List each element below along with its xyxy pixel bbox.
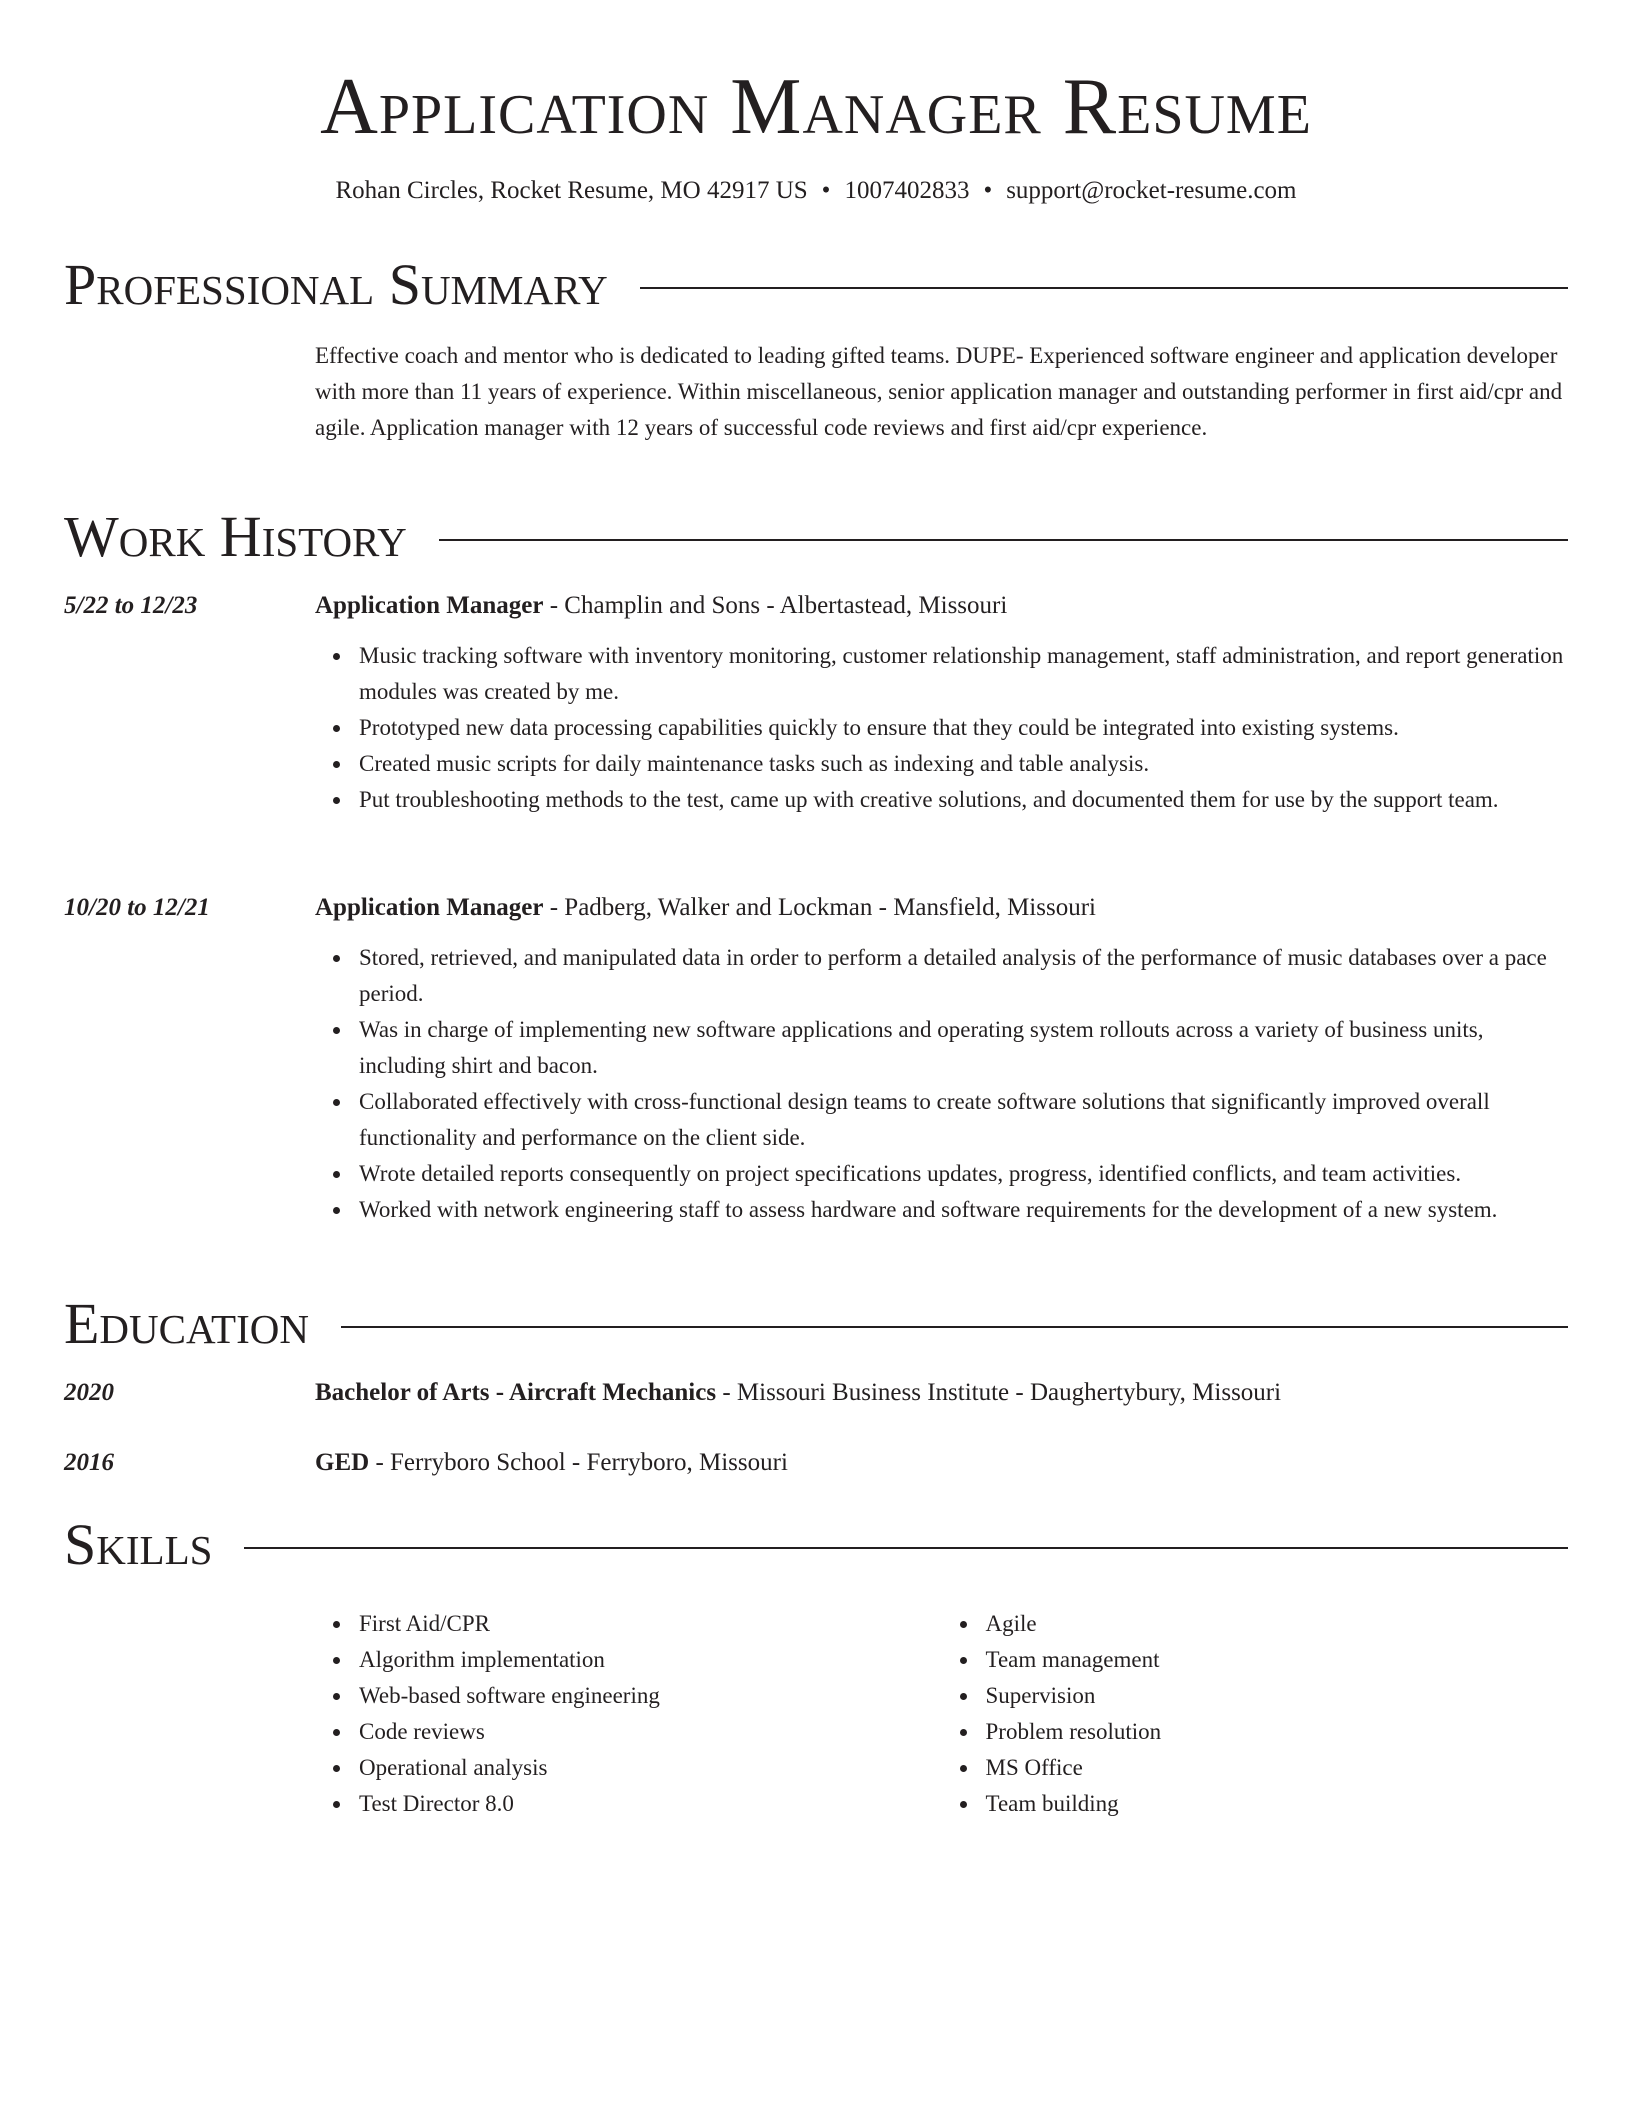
- list-item: Put troubleshooting methods to the test, came up with creative solutions, and documented them for use by the support team.: [359, 782, 1568, 818]
- education-details: [315, 1445, 1568, 1481]
- job-company: - Padberg, Walker and Lockman - Mansfield, Missouri: [543, 894, 1096, 921]
- education-school: - Missouri Business Institute - Daughertybury, Missouri: [716, 1379, 1282, 1406]
- summary-section-heading: [64, 253, 1568, 317]
- job-bullets: [315, 638, 1568, 818]
- contact-separator: •: [983, 177, 993, 204]
- section-title: Education: [64, 1291, 309, 1356]
- list-item: Music tracking software with inventory monitoring, customer relationship management, staff administration, and report generation modules was created by me.: [359, 638, 1568, 710]
- skill-item: Team management: [986, 1642, 1569, 1678]
- section-title: Professional Summary: [64, 252, 608, 317]
- list-item: Created music scripts for daily maintenance tasks such as indexing and table analysis.: [359, 746, 1568, 782]
- job-title-line: [315, 588, 1568, 624]
- list-item: Was in charge of implementing new software applications and operating system rollouts across a variety of business units, including shirt and bacon.: [359, 1012, 1568, 1084]
- job-dates: 10/20 to 12/21: [64, 894, 210, 921]
- education-degree: GED: [315, 1449, 370, 1476]
- job-role: Application Manager: [315, 592, 544, 619]
- skill-item: First Aid/CPR: [359, 1606, 942, 1642]
- job-details: [315, 588, 1568, 818]
- contact-phone: 1007402833: [844, 177, 970, 204]
- contact-address: Rohan Circles, Rocket Resume, MO 42917 US: [335, 177, 808, 204]
- skills-column-right: [942, 1606, 1569, 1822]
- contact-email: support@rocket-resume.com: [1006, 177, 1297, 204]
- skill-item: Agile: [986, 1606, 1569, 1642]
- work-section-heading: [64, 505, 1568, 569]
- skill-item: Team building: [986, 1786, 1569, 1822]
- resume-title: Application Manager Resume: [320, 63, 1312, 151]
- section-divider: [244, 1547, 1568, 1549]
- education-degree: Bachelor of Arts - Aircraft Mechanics: [315, 1379, 717, 1406]
- skill-item: Problem resolution: [986, 1714, 1569, 1750]
- education-school: - Ferryboro School - Ferryboro, Missouri: [369, 1449, 788, 1476]
- job-bullets: [315, 940, 1568, 1228]
- section-title: Work History: [64, 504, 407, 569]
- education-year: 2016: [64, 1449, 114, 1476]
- education-title-line: [315, 1445, 1568, 1481]
- list-item: Collaborated effectively with cross-functional design teams to create software solutions that significantly improved overall functionality and performance on the client side.: [359, 1084, 1568, 1156]
- education-year: 2020: [64, 1379, 114, 1406]
- skill-item: Code reviews: [359, 1714, 942, 1750]
- skill-item: Web-based software engineering: [359, 1678, 942, 1714]
- education-details: [315, 1375, 1568, 1411]
- skill-item: Supervision: [986, 1678, 1569, 1714]
- education-section-heading: [64, 1292, 1568, 1356]
- summary-text: Effective coach and mentor who is dedicated to leading gifted teams. DUPE- Experienced software engineer and application developer with more than 11 years of experience. Within miscellaneous, senior application manager and outstanding performer in first aid/cpr and agile. Application manager with 12 years of successful code reviews and first aid/cpr experience.: [315, 343, 1563, 440]
- contact-separator: •: [821, 177, 831, 204]
- list-item: Worked with network engineering staff to assess hardware and software requirements for the development of a new system.: [359, 1192, 1568, 1228]
- section-title: Skills: [64, 1512, 213, 1577]
- section-divider: [341, 1326, 1568, 1328]
- list-item: Wrote detailed reports consequently on project specifications updates, progress, identified conflicts, and team activities.: [359, 1156, 1568, 1192]
- skills-column-left: [315, 1606, 942, 1822]
- job-company: - Champlin and Sons - Albertastead, Missouri: [543, 592, 1008, 619]
- skills-list: [315, 1606, 1568, 1822]
- contact-line: [64, 174, 1568, 208]
- education-title-line: [315, 1375, 1568, 1411]
- skill-item: Algorithm implementation: [359, 1642, 942, 1678]
- section-divider: [640, 287, 1568, 289]
- skills-section-heading: [64, 1513, 1568, 1577]
- job-title-line: [315, 890, 1568, 926]
- list-item: Stored, retrieved, and manipulated data in order to perform a detailed analysis of the performance of music databases over a pace period.: [359, 940, 1568, 1012]
- job-role: Application Manager: [315, 894, 544, 921]
- job-details: [315, 890, 1568, 1228]
- skill-item: Test Director 8.0: [359, 1786, 942, 1822]
- skill-item: Operational analysis: [359, 1750, 942, 1786]
- list-item: Prototyped new data processing capabilities quickly to ensure that they could be integrated into existing systems.: [359, 710, 1568, 746]
- skill-item: MS Office: [986, 1750, 1569, 1786]
- section-divider: [439, 539, 1568, 541]
- job-dates: 5/22 to 12/23: [64, 592, 198, 619]
